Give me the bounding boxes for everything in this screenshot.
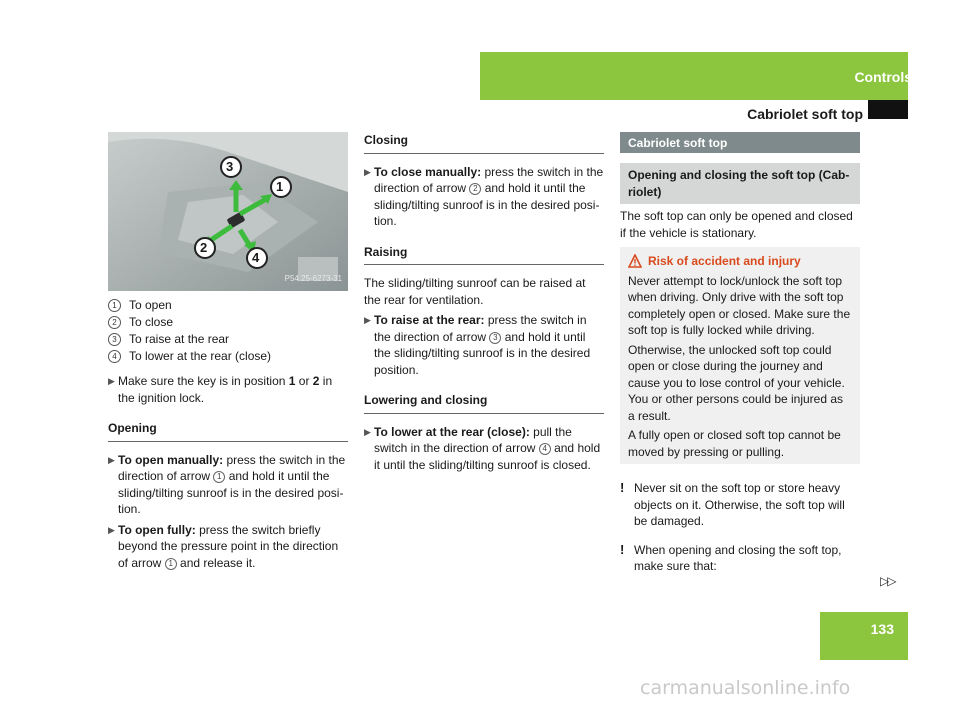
figure-callouts — [108, 132, 348, 291]
arrow-number: 1 — [213, 471, 225, 483]
notice-text: Never sit on the soft top or store heavy objects on it. Otherwise, the soft top will be damaged. — [634, 481, 845, 528]
legend-item — [108, 331, 348, 348]
notice-icon: ! — [620, 480, 625, 495]
warning-title: Risk of accident and injury — [648, 254, 801, 268]
heading-lowering-closing: Lowering and closing — [364, 392, 604, 414]
arrow-number: 2 — [469, 183, 481, 195]
section-header-bar — [480, 52, 908, 100]
legend-number: 1 — [108, 299, 121, 312]
legend-item — [108, 314, 348, 331]
legend-text: To open — [129, 298, 172, 313]
page-number: 133 — [870, 621, 894, 637]
callout-2-label: 2 — [200, 240, 208, 255]
legend-text: To lower at the rear (close) — [129, 349, 272, 364]
legend-number: 2 — [108, 316, 121, 329]
step-raise-rear: ▶ To raise at the rear: press the switch in the direction of arrow 3 and hold it until the sliding/tilting sunroof is in the desired position. — [364, 313, 591, 377]
legend-item — [108, 297, 348, 314]
figure-legend — [108, 297, 348, 365]
warning-paragraph: A fully open or closed soft top cannot be moved by pressing or pulling. — [628, 428, 841, 459]
notice-text: When opening and closing the soft top, make sure that: — [634, 542, 842, 573]
step-arrow-icon: ▶ — [108, 524, 115, 535]
legend-number: 4 — [108, 350, 121, 363]
arrow-number: 3 — [489, 332, 501, 344]
page-title: Cabriolet soft top — [747, 106, 863, 122]
warning-paragraph: Never attempt to lock/unlock the soft top when driving. Only drive with the soft top completely open or closed. Make sure the soft top is fully locked while driving. — [628, 273, 851, 337]
column-1 — [108, 132, 348, 571]
legend-number: 3 — [108, 333, 121, 346]
figure-code: P54.25-6273-31 — [284, 273, 342, 283]
intro-paragraph: The soft top can only be opened and closed if the vehicle is stationary. — [620, 209, 853, 240]
watermark: carmanualsonline.info — [640, 677, 851, 699]
continue-marker: ▷▷ — [880, 574, 895, 588]
warning-paragraph: Otherwise, the unlocked soft top could open or close during the journey and cause you to lose control of your vehicle. You or other persons could be injured as a result. — [628, 342, 845, 423]
legend-item — [108, 348, 348, 365]
step-key-position: ▶ Make sure the key is in position 1 or 2 in the ignition lock. — [108, 374, 333, 405]
section-bar-title: Cabriolet soft top — [620, 132, 860, 153]
heading-raising: Raising — [364, 244, 604, 266]
step-arrow-icon: ▶ — [364, 166, 371, 177]
sunroof-switch-figure — [108, 132, 348, 291]
column-2 — [364, 132, 604, 473]
section-name: Controls — [854, 69, 912, 85]
page-number-box — [820, 612, 908, 660]
notice-icon: ! — [620, 541, 625, 557]
column-3 — [620, 132, 860, 575]
notice-opening-closing — [620, 542, 860, 575]
legend-text: To raise at the rear — [129, 332, 230, 347]
warning-box — [620, 247, 860, 464]
step-arrow-icon: ▶ — [108, 454, 115, 465]
subsection-title: Opening and closing the soft top (Cab-riolet) — [620, 163, 860, 204]
arrow-number: 4 — [539, 443, 551, 455]
arrow-number: 1 — [165, 558, 177, 570]
step-close-manually: ▶ To close manually: press the switch in the direction of arrow 2 and hold it until the sliding/tilting sunroof is in the desired posi-tion. — [364, 164, 604, 228]
callout-1-label: 1 — [276, 179, 284, 194]
notice-sit-on-top — [620, 480, 860, 530]
callout-3-label: 3 — [226, 159, 234, 174]
heading-closing: Closing — [364, 132, 604, 154]
warning-triangle-icon — [628, 254, 642, 268]
step-lower-rear: ▶ To lower at the rear (close): pull the switch in the direction of arrow 4 and hold it until the sliding/tilting sunroof is closed. — [364, 424, 601, 472]
raising-paragraph: The sliding/tilting sunroof can be raised at the rear for ventilation. — [364, 276, 586, 307]
callout-4-label: 4 — [252, 250, 260, 265]
step-arrow-icon: ▶ — [364, 426, 371, 437]
step-arrow-icon: ▶ — [108, 376, 115, 386]
heading-opening: Opening — [108, 420, 348, 442]
legend-text: To close — [129, 315, 174, 330]
step-arrow-icon: ▶ — [364, 315, 371, 325]
step-open-manually: ▶ To open manually: press the switch in the direction of arrow 1 and hold it until the sliding/tilting sunroof is in the desired posi-tion. — [108, 452, 346, 516]
section-tab-marker — [868, 100, 908, 119]
step-open-fully: ▶ To open fully: press the switch briefly beyond the pressure point in the direction of arrow 1 and release it. — [108, 522, 339, 570]
